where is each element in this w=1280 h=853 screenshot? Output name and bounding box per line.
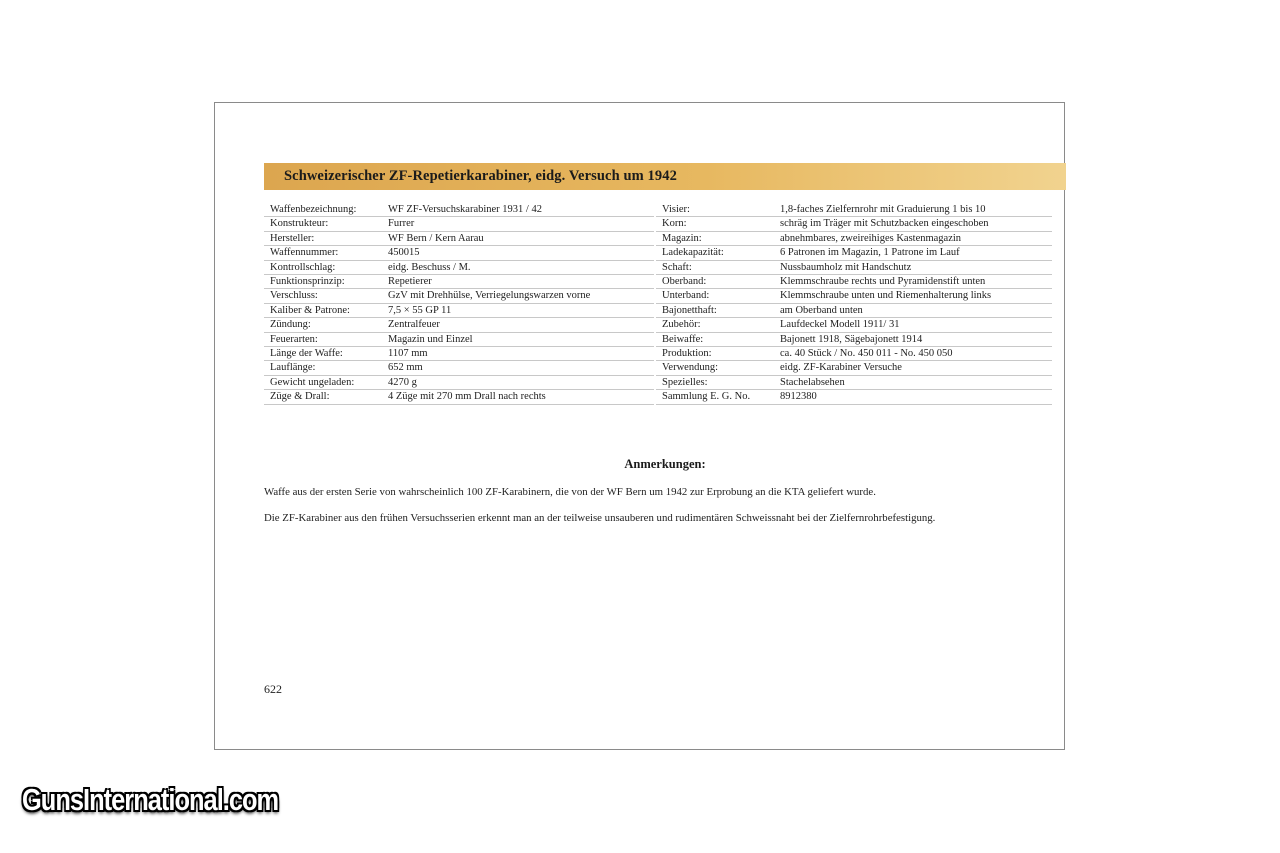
spec-value: 8912380 [774, 390, 1052, 404]
spec-label: Verschluss: [264, 289, 382, 303]
document-title: Schweizerischer ZF-Repetierkarabiner, eidg. Versuch um 1942 [284, 168, 677, 184]
spec-value: Klemmschraube unten und Riemenhalterung links [774, 289, 1052, 303]
spec-label: Züge & Drall: [264, 390, 382, 404]
spec-value: GzV mit Drehhülse, Verriegelungswarzen vorne [382, 289, 654, 303]
document-page [214, 102, 1065, 750]
spec-value: 4 Züge mit 270 mm Drall nach rechts [382, 390, 654, 404]
spec-label: Sammlung E. G. No. [656, 390, 774, 404]
spec-label: Funktionsprinzip: [264, 275, 382, 289]
spec-value: 6 Patronen im Magazin, 1 Patrone im Lauf [774, 246, 1052, 260]
spec-label: Spezielles: [656, 375, 774, 389]
spec-row [264, 231, 654, 245]
page-number: 622 [264, 682, 282, 696]
spec-value: WF Bern / Kern Aarau [382, 231, 654, 245]
spec-row [656, 203, 1052, 217]
spec-value: 7,5 × 55 GP 11 [382, 303, 654, 317]
spec-label: Länge der Waffe: [264, 347, 382, 361]
spec-label: Gewicht ungeladen: [264, 375, 382, 389]
spec-row [656, 260, 1052, 274]
spec-row [656, 318, 1052, 332]
spec-row [264, 203, 654, 217]
spec-row [264, 390, 654, 404]
spec-row [656, 347, 1052, 361]
spec-label: Oberband: [656, 275, 774, 289]
spec-label: Waffenbezeichnung: [264, 203, 382, 217]
note-paragraph: Waffe aus der ersten Serie von wahrscheinlich 100 ZF-Karabinern, die von der WF Bern um 1942 zur Erprobung an die KTA geliefert wurde. [264, 486, 876, 498]
spec-row [656, 303, 1052, 317]
notes-heading: Anmerkungen: [624, 457, 706, 471]
specs-table-right [656, 203, 1052, 405]
spec-value: ca. 40 Stück / No. 450 011 - No. 450 050 [774, 347, 1052, 361]
spec-label: Kaliber & Patrone: [264, 303, 382, 317]
spec-value: Stachelabsehen [774, 375, 1052, 389]
spec-label: Beiwaffe: [656, 332, 774, 346]
spec-value: am Oberband unten [774, 303, 1052, 317]
spec-row [264, 217, 654, 231]
spec-value: Laufdeckel Modell 1911/ 31 [774, 318, 1052, 332]
spec-row [264, 275, 654, 289]
spec-label: Hersteller: [264, 231, 382, 245]
spec-label: Lauflänge: [264, 361, 382, 375]
spec-row [264, 303, 654, 317]
spec-row [656, 361, 1052, 375]
spec-row [656, 375, 1052, 389]
spec-label: Schaft: [656, 260, 774, 274]
spec-label: Produktion: [656, 347, 774, 361]
spec-row [264, 318, 654, 332]
spec-label: Magazin: [656, 231, 774, 245]
spec-value: 450015 [382, 246, 654, 260]
spec-value: Klemmschraube rechts und Pyramidenstift unten [774, 275, 1052, 289]
spec-value: schräg im Träger mit Schutzbacken eingeschoben [774, 217, 1052, 231]
spec-row [656, 332, 1052, 346]
spec-row [656, 217, 1052, 231]
watermark-logo: GunsInternational.com [22, 782, 279, 817]
spec-value: 4270 g [382, 375, 654, 389]
note-paragraph: Die ZF-Karabiner aus den frühen Versuchsserien erkennt man an der teilweise unsauberen und rudimentären Schweissnaht bei der Zielfernrohrbefestigung. [264, 512, 936, 524]
specs-table-left [264, 203, 654, 405]
spec-row [264, 260, 654, 274]
spec-value: 1107 mm [382, 347, 654, 361]
spec-label: Korn: [656, 217, 774, 231]
spec-value: abnehmbares, zweireihiges Kastenmagazin [774, 231, 1052, 245]
spec-value: eidg. Beschuss / M. [382, 260, 654, 274]
spec-label: Zubehör: [656, 318, 774, 332]
spec-row [264, 246, 654, 260]
spec-row [656, 246, 1052, 260]
spec-row [656, 390, 1052, 404]
spec-value: Zentralfeuer [382, 318, 654, 332]
spec-row [656, 275, 1052, 289]
spec-row [264, 332, 654, 346]
spec-row [656, 231, 1052, 245]
spec-label: Waffennummer: [264, 246, 382, 260]
spec-label: Feuerarten: [264, 332, 382, 346]
spec-label: Kontrollschlag: [264, 260, 382, 274]
spec-row [264, 289, 654, 303]
spec-row [264, 347, 654, 361]
spec-label: Unterband: [656, 289, 774, 303]
spec-label: Visier: [656, 203, 774, 217]
spec-label: Konstrukteur: [264, 217, 382, 231]
spec-value: 652 mm [382, 361, 654, 375]
spec-value: Repetierer [382, 275, 654, 289]
spec-value: Bajonett 1918, Sägebajonett 1914 [774, 332, 1052, 346]
title-bar [264, 163, 1066, 190]
spec-value: Furrer [382, 217, 654, 231]
spec-value: eidg. ZF-Karabiner Versuche [774, 361, 1052, 375]
spec-row [656, 289, 1052, 303]
spec-label: Verwendung: [656, 361, 774, 375]
spec-label: Bajonetthaft: [656, 303, 774, 317]
spec-label: Ladekapazität: [656, 246, 774, 260]
spec-row [264, 361, 654, 375]
spec-label: Zündung: [264, 318, 382, 332]
spec-row [264, 375, 654, 389]
spec-value: Nussbaumholz mit Handschutz [774, 260, 1052, 274]
spec-value: 1,8-faches Zielfernrohr mit Graduierung 1 bis 10 [774, 203, 1052, 217]
spec-value: Magazin und Einzel [382, 332, 654, 346]
spec-value: WF ZF-Versuchskarabiner 1931 / 42 [382, 203, 654, 217]
